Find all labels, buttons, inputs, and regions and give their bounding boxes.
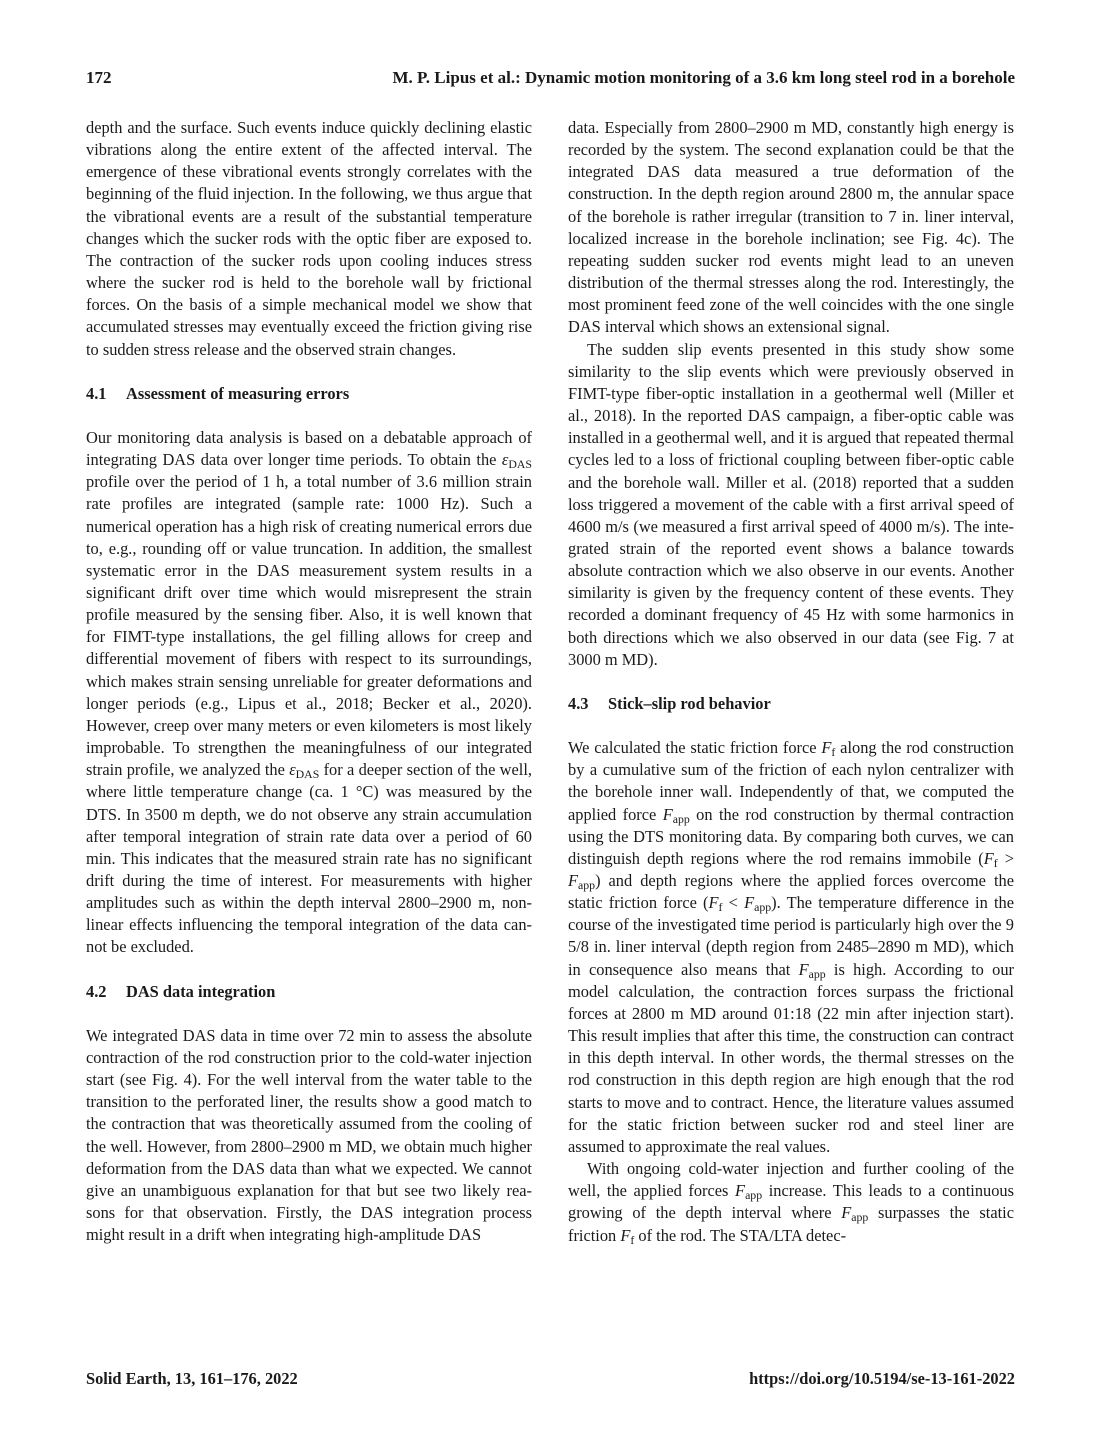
doi-link[interactable]: https://doi.org/10.5194/se-13-161-2022 [749,1369,1015,1388]
paragraph-slip-events: The sudden slip events presented in this study show some similarity to the slip events which were previously observed in FIMT-type fiber-optic installation in a geothermal well (Miller et al., 2018). In the reported DAS campaign, a fiber-optic cable was installed in a geothermal well, and it is argued that repeated thermal cycles led to a loss of frictional coupling between fiber-optic cable and the borehole wall. Miller et al. (2018) reported that a sudden loss triggered a movement of the cable with a first arrival speed of 4600 m/s (we measured a first arrival speed of 4000 m/s). The integrated strain of the reported event shows a balance towards absolute contraction which we also observe in our events. Another similarity is given by the frequency content of these events. They recorded a dominant frequency of 45 Hz with some harmonics in both directions which we also observed in our data (see Fig. 7 at 3000 m MD). [568,339,1014,669]
paragraph-measuring-errors: Our monitoring data analysis is based on a debatable approach of integrating DAS data over longer time periods. To obtain the $\varepsilon_{DAS}$ profile over the period of 1 h, a total number of 3.6 million strain rate profiles are integrated (sample rate: 1000 Hz). Such a numerical operation has a high risk of creating numerical errors due to, e.g., rounding off or value truncation. In addition, the smallest systematic error in the DAS measurement system results in a significant drift over time which would misrepresent the strain profile measured by the sensing fiber. Also, it is well known that for FIMT-type installations, the gel filling allows for creep and differential movement of fibers with respect to its surroundings, which makes strain sensing unreliable for greater deformations and longer periods (e.g., Lipus et al., 2018; Becker et al., 2020). However, creep over many meters or even kilometers is most likely improbable. To strengthen the meaningfulness of our integrated strain profile, we analyzed the $\varepsilon_{DAS}$ for a deeper section of the well, where little temperature change (ca. 1 °C) was measured by the DTS. In 3500 m depth, we do not observe any strain accumulation after temporal integration of strain rate data over a period of 60 min. This indicates that the measured strain rate has no significant drift during the time of interest. For measurements with higher amplitudes such as within the depth interval 2800–2900 m, non-linear effects influencing the temporal integration of the data cannot be excluded. [86,427,532,957]
left-column [86,117,532,1246]
running-title: M. P. Lipus et al.: Dynamic motion monitoring of a 3.6 km long steel rod in a borehole [392,68,1015,87]
paragraph-das-explanation: data. Especially from 2800–2900 m MD, constantly high energy is recorded by the system. The second explanation could be that the integrated DAS data measured a true deformation of the construction. In the depth region around 2800 m, the annular space of the borehole is rather irregular (transition to 7 in. liner interval, localized increase in the borehole inclination; see Fig. 4c). The repeating sudden sucker rod events might lead to an uneven distribution of the thermal stresses along the rod. Interestingly, the most prominent feed zone of the well coincides with the one single DAS interval which shows an extensional signal. [568,118,1014,337]
epsilon-symbol: ε [289,760,296,780]
section-title: Stick–slip rod behavior [608,693,771,713]
force-symbol: F [821,738,832,758]
page-number: 172 [86,68,112,87]
section-title: Assessment of measuring errors [126,383,350,403]
epsilon-symbol: ε [501,450,509,470]
das-subscript: DAS [508,456,532,471]
section-title: DAS data integration [126,981,276,1001]
paragraph-stick-slip: We calculated the static friction force $F_f$ along the rod construction by a cumulative sum of the friction of each nylon centralizer with the borehole inner wall. Independently of that, we computed the applied force $F_{app}$ on the rod construction by thermal contraction using the DTS monitoring data. By comparing both curves, we can distinguish depth regions where the rod remains immobile $(F_f > F_{app})$ and depth regions where the applied forces overcome the static friction force $(F_f < F_{app})$. The temperature difference in the course of the investigated time period is particularly high over the 9 5/8 in. liner interval (depth region from 2485–2890 m MD), which in consequence also means that $F_{app}$ is high. According to our model calculation, the contraction forces surpass the frictional forces at 2800 m MD around 01:18 (22 min after injection start). This result implies that after this time, the construction can contract in this depth interval. In other words, the thermal stresses on the rod construction in this depth region are high enough that the rod starts to move and to contract. Hence, the literature values assumed for the static friction between sucker rod and steel liner are assumed to approximate the real values. [568,738,1015,1156]
section-heading-4-2 [86,981,532,1003]
section-heading-4-1 [86,383,532,405]
force-symbol: F [662,804,673,824]
section-heading-4-3 [568,693,1014,715]
paragraph-intro-continuation: depth and the surface. Such events induce quickly declining elastic vibrations along the entire extent of the affected interval. The emergence of these vibrational events strongly correlates with the beginning of the fluid injection. In the following, we thus argue that the vibrational events are a result of the substantial temperature changes which the sucker rods with the optic fiber are exposed to. The contraction of the sucker rods upon cooling induces stress where the sucker rod is held to the borehole wall by frictional forces. On the basis of a simple mechanical model we show that accumulated stresses may eventually exceed the friction giving rise to sudden stress release and the observed strain changes. [86,118,532,359]
right-column [568,117,1014,1247]
paragraph-ongoing-injection: With ongoing cold-water injection and further cooling of the well, the applied forces $F_{app}$ increase. This leads to a continuous growing of the depth interval where $F_{app}$ surpasses the static friction $F_f$ of the rod. The STA/LTA detec- [568,1159,1014,1247]
paragraph-das-integration: We integrated DAS data in time over 72 min to assess the absolute contraction of the rod construction prior to the cold-water injection start (see Fig. 4). For the well interval from the water table to the transition to the perforated liner, the results show a good match to the contraction that was theoretically assumed from the cooling of the well. However, from 2800–2900 m MD, we obtain much higher deformation from the DAS data than what we expected. We cannot give an unambiguous explanation for that but see two likely reasons for that observation. Firstly, the DAS integration process might result in a drift when integrating high-amplitude DAS [86,1025,532,1245]
journal-reference: Solid Earth, 13, 161–176, 2022 [86,1369,298,1388]
section-number: 4.2 [86,981,107,1001]
page-footer [86,1369,1015,1393]
section-number: 4.1 [86,383,107,403]
das-subscript: DAS [295,767,320,782]
running-header [86,68,1015,92]
section-number: 4.3 [568,693,589,713]
